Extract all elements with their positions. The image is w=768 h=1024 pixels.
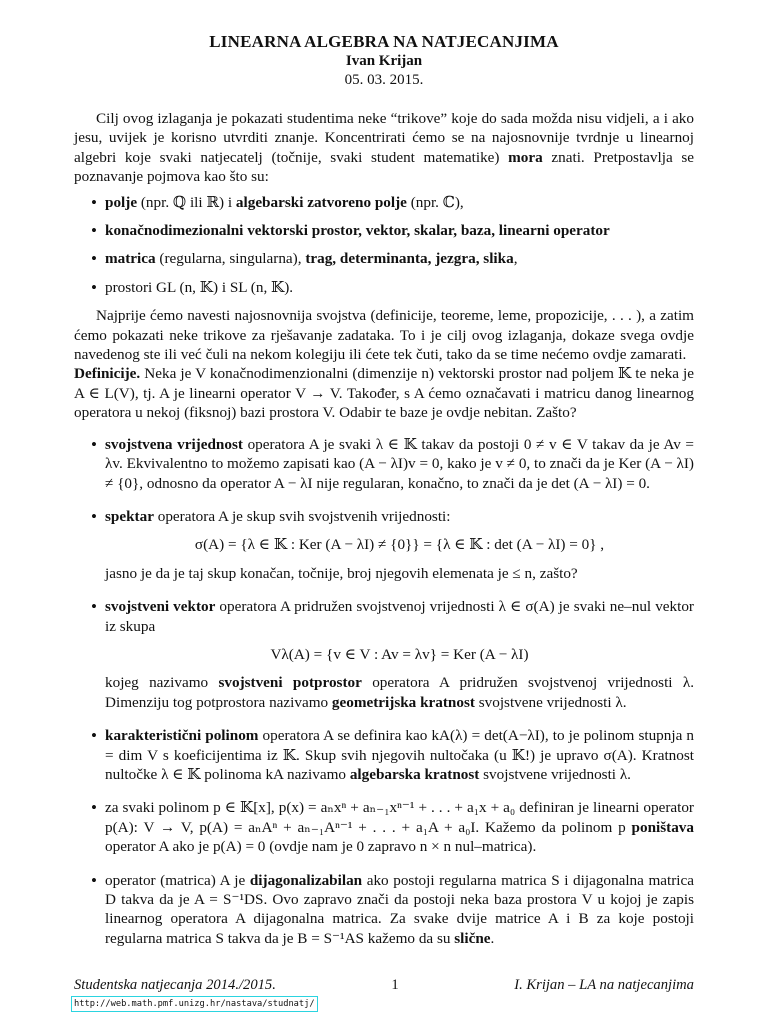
term: svojstveni potprostor: [218, 674, 362, 692]
page-footer: [74, 976, 694, 995]
definitions-text: Neka je V konačnodimenzionalni (dimenzije n) vektorski prostor nad poljem 𝕂 te neka je A ∈ L(V), tj. A je linearni operator V → V. Također, s A ćemo označavati i matricu danog linearnog operatora u nekoj (fiksnoj) bazi prostora V. Odabir te baze je ovdje nebitan. Zašto?: [74, 365, 695, 422]
text: ako postoji regularna matrica S i dijagonalna matrica D takva da je A = S⁻¹DS. Ovo zapravo znači da postoji neka baza prostora V u kojoj je zapis linearnog operatora A dijagonalna matrica. Za svake dvije matrice A i B za koje postoji regularna matrica S takva da je B = S⁻¹AS kažemo da su: [105, 871, 695, 947]
spectrum-equation: σ(A) = {λ ∈ 𝕂 : Ker (A − λI) ≠ {0}} = {λ ∈ 𝕂 : det (A − λI) = 0} ,: [194, 536, 605, 554]
concept-term: algebarski zatvoreno polje: [235, 193, 407, 211]
text: .: [490, 929, 495, 947]
concept-item: [74, 278, 694, 297]
text-block: [105, 673, 694, 712]
text: operator (matrica) A je: [105, 871, 246, 889]
term: svojstvena vrijednost: [105, 435, 243, 453]
concept-term: konačnodimezionalni vektorski prostor, vektor, skalar, baza, linearni operator: [105, 222, 610, 240]
concept-text: (npr. ℚ ili ℝ) i: [140, 193, 233, 211]
text: operatora A pridružen svojstvenoj vrijednosti λ ∈ σ(A) je svaki ne–nul vektor iz skupa: [105, 598, 694, 635]
definitions-paragraph: [74, 364, 694, 422]
term: slične: [454, 929, 491, 947]
definition-eigenvalue: [74, 435, 694, 493]
footer-right: I. Krijan – LA na natjecanjima: [514, 977, 694, 993]
text: operatora A se definira kao kA(λ) = det(A−λI), to je polinom stupnja n = dim V s koeficijentima iz 𝕂. Skup svih njegovih nultočaka (u 𝕂!) je upravo σ(A). Kratnost nultočke λ ∈ 𝕂 polinoma kA nazivamo: [105, 727, 694, 783]
definition-spectrum: [74, 507, 694, 583]
term: geometrijska kratnost: [331, 693, 475, 711]
text: svojstvene vrijednosti λ.: [483, 765, 631, 783]
term: algebarska kratnost: [349, 765, 480, 783]
text: svojstvene vrijednosti λ.: [478, 693, 627, 711]
page-number: 1: [391, 977, 399, 993]
intro-paragraph: [74, 109, 694, 187]
text: operatora A pridružen svojstvenoj vrijednosti λ. Dimenziju tog potprostora nazivamo: [105, 674, 695, 711]
concept-term: trag, determinanta, jezgra, slika: [305, 250, 514, 268]
footer-left: Studentska natjecanja 2014./2015.: [74, 977, 276, 993]
term: svojstveni vektor: [105, 598, 216, 616]
concept-item: [74, 221, 694, 240]
definition-eigenvector: [74, 597, 694, 712]
text: operatora A je svaki λ ∈ 𝕂 takav da postoji 0 ≠ v ∈ V takav da je Av = λv. Ekvivalentno to možemo zapisati kao (A − λI)v = 0, kako je v ≠ 0, to znači da je Ker (A − λI) ≠ {0}, odnosno da operator A − λI nije regularan, konačno, to znači da je det (A − λI) = 0.: [105, 435, 694, 492]
document-author: Ivan Krijan: [345, 53, 423, 69]
definition-diagonalizable: [74, 871, 694, 949]
concept-text: (npr. ℂ),: [410, 193, 464, 211]
term: poništava: [631, 818, 694, 836]
text: kojeg nazivamo: [105, 674, 209, 692]
document-date: 05. 03. 2015.: [344, 72, 424, 88]
definition-list: [74, 435, 694, 949]
text: operatora A je skup svih svojstvenih vrijednosti:: [157, 507, 451, 525]
concept-text: ,: [513, 250, 518, 268]
concept-term: matrica: [105, 250, 156, 268]
definition-polynomial: [74, 798, 694, 856]
footer-url-link[interactable]: http://web.math.pmf.unizg.hr/nastava/studnatj/: [71, 996, 318, 1012]
document-title: LINEARNA ALGEBRA NA NATJECANJIMA: [209, 32, 559, 51]
intro-text: Cilj ovog izlaganja je pokazati studentima neke “trikove” koje do sada možda nisu vidjeli, a i ako jesu, uvijek je korisno utvrditi znanje. Koncentrirati ćemo se na najosnovnije tvrdnje u linearnoj algebri koje svaki natjecatelj (točnije, svaki student matematike): [74, 110, 694, 166]
term: spektar: [105, 507, 154, 525]
intro-text-end: znati. Pretpostavlja se poznavanje pojmova kao što su:: [74, 148, 695, 186]
term: karakteristični polinom: [105, 727, 259, 745]
text: jasno je da je taj skup konačan, točnije, broj njegovih elemenata je ≤ n, zašto?: [105, 564, 578, 582]
concept-text: prostori GL (n, 𝕂) i SL (n, 𝕂).: [105, 278, 294, 296]
text: operator A ako je p(A) = 0 (ovdje nam je 0 zapravo n × n nul–matrica).: [105, 838, 537, 856]
intro-bold-mora: mora: [508, 148, 543, 166]
second-paragraph: Najprije ćemo navesti najosnovnija svojstva (definicije, teoreme, leme, propozicije, . . . ), a zatim ćemo pokazati neke trikove za rješavanje zadataka. To i je cilj ovog izlaganja, dokaze svega ovdje navedenog ste ili već čuli na nekom kolegiju ili ćete tek čuti, tako da se time nećemo ovdje zamarati.: [74, 307, 694, 364]
term: dijagonalizabilan: [249, 871, 363, 889]
concept-list: [74, 193, 694, 298]
concept-term: polje: [105, 193, 138, 211]
concept-item: [74, 249, 694, 268]
concept-item: [74, 193, 694, 212]
concept-text: (regularna, singularna),: [159, 250, 302, 268]
eigenspace-equation: Vλ(A) = {v ∈ V : Av = λv} = Ker (A − λI): [270, 645, 529, 663]
text: za svaki polinom p ∈ 𝕂[x], p(x) = aₙxⁿ + aₙ₋₁xⁿ⁻¹ + . . . + a₁x + a₀ definiran je linearni operator p(A): V → V, p(A) = aₙAⁿ + aₙ₋₁Aⁿ⁻¹ + . . . + a₁A + a₀I. Kažemo da polinom p: [105, 799, 694, 836]
definitions-label: Definicije.: [74, 365, 141, 383]
definition-char-poly: [74, 726, 694, 784]
